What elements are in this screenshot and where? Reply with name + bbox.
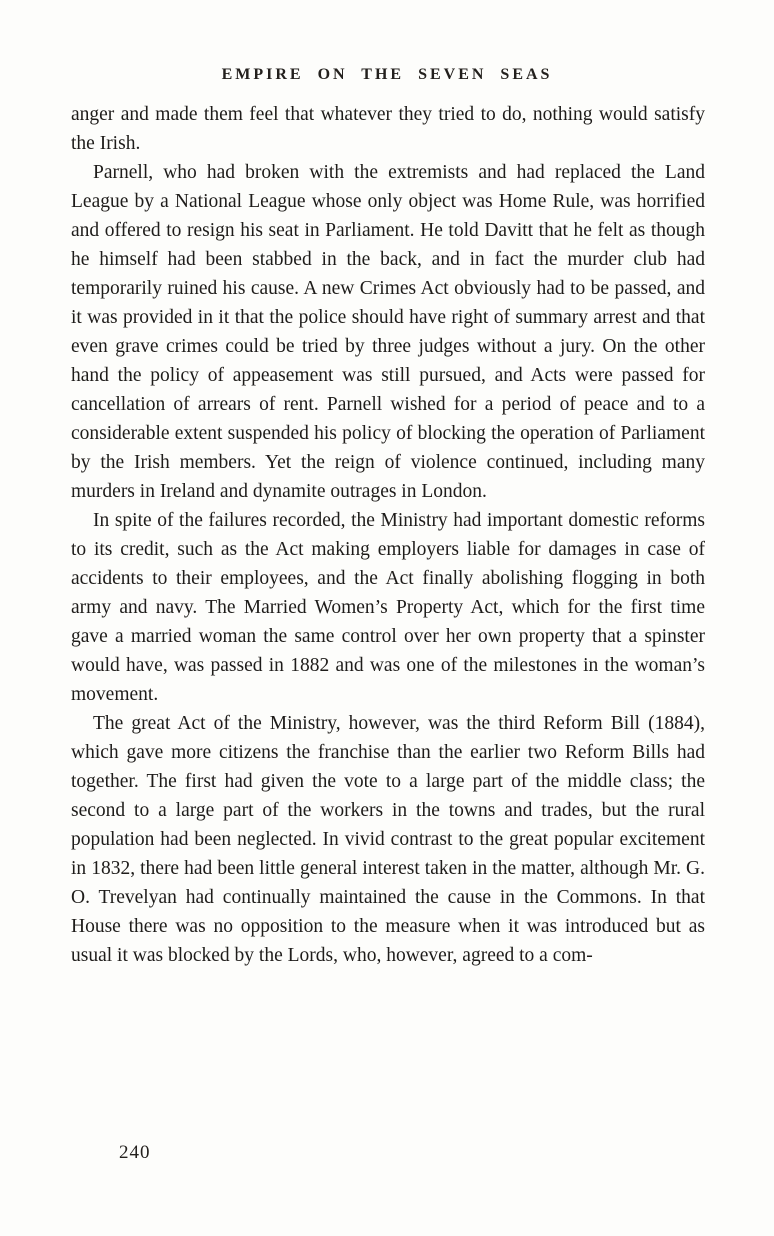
body-text: [71, 100, 705, 970]
paragraph: Parnell, who had broken with the extremists and had replaced the Land League by a National League whose only object was Home Rule, was horrified and offered to resign his seat in Parliament. He told Davitt that he felt as though he himself had been stabbed in the back, and in fact the murder club had temporarily ruined his cause. A new Crimes Act obviously had to be passed, and it was provided in it that the police should have right of summary arrest and that even grave crimes could be tried by three judges without a jury. On the other hand the policy of appeasement was still pursued, and Acts were passed for cancellation of arrears of rent. Parnell wished for a period of peace and to a considerable extent suspended his policy of blocking the operation of Parliament by the Irish members. Yet the reign of violence continued, including many murders in Ireland and dynamite outrages in London.: [71, 162, 705, 502]
paragraph: anger and made them feel that whatever they tried to do, nothing would satisfy the Irish.: [71, 104, 705, 154]
page-number: 240: [119, 1142, 151, 1163]
running-header: EMPIRE ON THE SEVEN SEAS: [221, 66, 553, 83]
paragraph: The great Act of the Ministry, however, was the third Reform Bill (1884), which gave more citizens the franchise than the earlier two Reform Bills had together. The first had given the vote to a large part of the middle class; the second to a large part of the workers in the towns and trades, but the rural population had been neglected. In vivid contrast to the great popular excitement in 1832, there had been little general interest taken in the matter, although Mr. G. O. Trevelyan had continually maintained the cause in the Commons. In that House there was no opposition to the measure when it was introduced but as usual it was blocked by the Lords, who, however, agreed to a com-: [71, 713, 705, 966]
paragraph: In spite of the failures recorded, the Ministry had important domestic reforms to its credit, such as the Act making employers liable for damages in case of accidents to their employees, and the Act finally abolishing flogging in both army and navy. The Married Women’s Property Act, which for the first time gave a married woman the same control over her own property that a spinster would have, was passed in 1882 and was one of the milestones in the woman’s movement.: [71, 510, 705, 705]
